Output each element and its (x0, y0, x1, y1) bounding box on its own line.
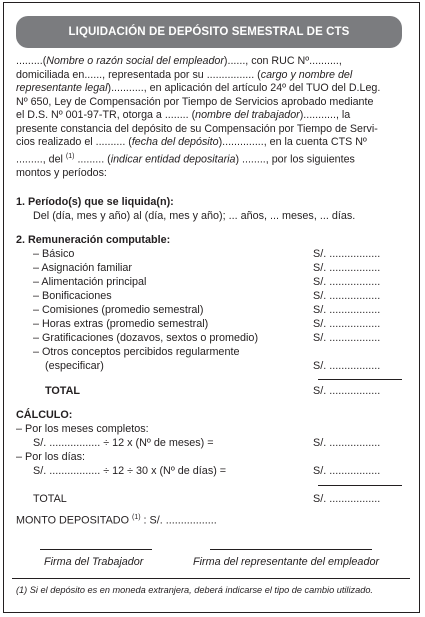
item-alimentacion: – Alimentación principal (33, 276, 147, 288)
item-bonificaciones: – Bonificaciones (33, 290, 112, 302)
amount-field: S/. ................. (313, 248, 381, 260)
amount-field: S/. ................. (313, 318, 381, 330)
item-basico: – Básico (33, 248, 75, 260)
item-horas-extras: – Horas extras (promedio semestral) (33, 318, 209, 330)
calculo-months-formula: S/. ................. ÷ 12 x (Nº de meses) = (33, 437, 214, 449)
intro-line: montos y períodos: (16, 166, 107, 179)
worker-signature-line (40, 549, 152, 550)
amount-field: S/. ................. (313, 276, 381, 288)
amount-field: S/. ................. (313, 332, 381, 344)
calculo-months-label: – Por los meses completos: (16, 423, 149, 435)
section2-heading: 2. Remuneración computable: (16, 234, 171, 246)
item-gratificaciones: – Gratificaciones (dozavos, sextos o promedio) (33, 332, 259, 344)
intro-line: Nº 650, Ley de Compensación por Tiempo de Servicios aprobado mediante (16, 95, 374, 108)
intro-line: domiciliada en......, representada por su ................ (cargo y nombre del (16, 68, 353, 81)
amount-field: S/. ................. (313, 304, 381, 316)
item-comisiones: – Comisiones (promedio semestral) (33, 304, 204, 316)
item-asignacion: – Asignación familiar (33, 262, 133, 274)
intro-line: ........., del $^{(1)}$ ......... (indicar entidad depositaria) ........, por los siguientes (16, 152, 355, 166)
amount-field: S/. ................. (313, 360, 381, 372)
section1-text: Del (día, mes y año) al (día, mes y año); ... años, ... meses, ... días. (33, 210, 356, 222)
amount-field: S/. ................. (313, 262, 381, 274)
title-bar (16, 16, 402, 48)
total-rule (318, 379, 402, 380)
footnote-divider (12, 578, 410, 579)
amount-field: S/. ................. (313, 437, 381, 449)
calculo-total-label: TOTAL (33, 493, 67, 505)
section2-total-label: TOTAL (45, 385, 80, 397)
item-otros: – Otros conceptos percibidos regularmente (33, 346, 240, 358)
intro-line: el D.S. Nº 001-97-TR, otorga a ........ (nombre del trabajador)..........., la (16, 109, 351, 121)
calculo-days-formula: S/. ................. ÷ 12 ÷ 30 x (Nº de días) = (33, 465, 227, 477)
section1-heading: 1. Período(s) que se liquida(n): (16, 196, 174, 208)
worker-signature-label: Firma del Trabajador (44, 556, 144, 568)
employer-signature-label: Firma del representante del empleador (193, 556, 380, 568)
amount-field: S/. ................. (313, 290, 381, 302)
calculo-heading: CÁLCULO: (16, 409, 73, 421)
employer-signature-line (210, 549, 372, 550)
intro-line: presente constancia del depósito de su Compensación por Tiempo de Servi- (16, 122, 378, 135)
calculo-days-label: – Por los días: (16, 451, 86, 463)
footnote: (1) Si el depósito es en moneda extranjera, deberá indicarse el tipo de cambio utilizado. (16, 585, 373, 595)
document-title: LIQUIDACIÓN DE DEPÓSITO SEMESTRAL DE CTS (68, 26, 350, 38)
item-otros-especificar: (especificar) (45, 360, 104, 372)
total-rule (318, 485, 402, 486)
intro-line: .........(Nombre o razón social del empleador)......, con RUC Nº.........., (16, 55, 342, 67)
calculo-total-amount: S/. ................. (313, 493, 381, 505)
section2-total-amount: S/. ................. (313, 385, 381, 397)
amount-field: S/. ................. (313, 465, 381, 477)
monto-depositado: MONTO DEPOSITADO $^{(1)}$ : S/. ................. (16, 514, 217, 527)
intro-line: cios realizado el .......... (fecha del depósito).............., en la cuenta CTS Nº (16, 136, 367, 148)
intro-paragraph (16, 55, 410, 180)
intro-line: representante legal)..........., en aplicación del artículo 24º del TUO del D.Leg. (16, 82, 381, 94)
